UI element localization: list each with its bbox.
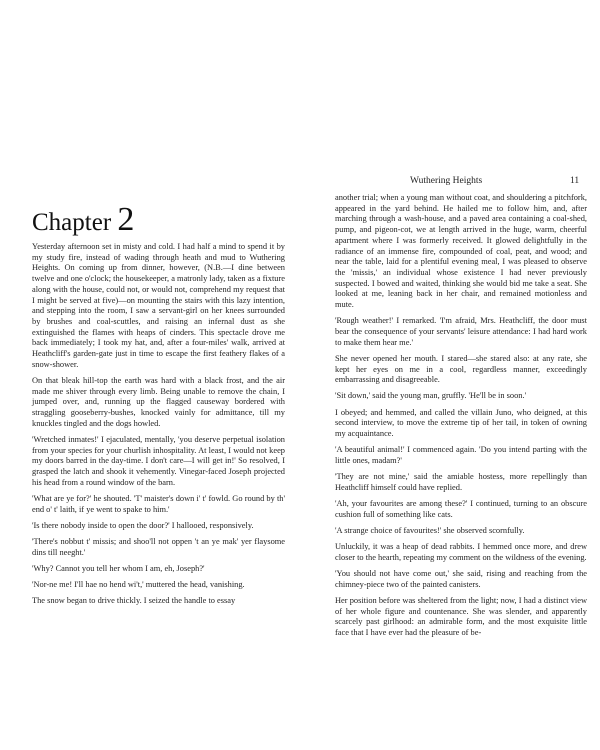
- paragraph: 'Ah, your favourites are among these?' I continued, turning to an obscure cushion full of something like cats.: [335, 499, 587, 519]
- paragraph: 'A strange choice of favourites!' she observed scornfully.: [335, 525, 525, 535]
- page-number: 11: [570, 176, 580, 186]
- paragraph: Her position before was sheltered from the light; now, I had a distinct view of her whole figure and countenance. She was slender, and apparently scarcely past girlhood: an admirable form, and the most exquisite little face that I have ever had the pleasure of be-: [335, 596, 587, 638]
- paragraph: She never opened her mouth. I stared—she stared also: at any rate, she kept her eyes on me in a cool, regardless manner, exceedingly embarrassing and disagreeable.: [335, 353, 587, 385]
- paragraph: 'What are ye for?' he shouted. 'T' maister's down i' t' fowld. Go round by th' end o' t' laith, if ye went to spake to him.': [32, 493, 285, 514]
- chapter-word: Chapter: [32, 209, 112, 236]
- paragraph: 'A beautiful animal!' I commenced again. 'Do you intend parting with the little ones, madam?': [335, 445, 587, 465]
- paragraph: 'Is there nobody inside to open the door?' I hallooed, responsively.: [32, 520, 254, 530]
- paragraph: 'Nor-ne me! I'll hae no hend wi't,' muttered the head, vanishing.: [32, 580, 245, 590]
- paragraph: 'Rough weather!' I remarked. 'I'm afraid, Mrs. Heathcliff, the door must bear the consequence of your servants' leisure attendance: I had hard work to make them hear me.': [335, 316, 587, 347]
- paragraph: The snow began to drive thickly. I seized the handle to essay: [32, 596, 236, 606]
- paragraph: Unluckily, it was a heap of dead rabbits. I hemmed once more, and drew closer to the hearth, repeating my comment on the wildness of the evening.: [335, 542, 587, 562]
- paragraph: I obeyed; and hemmed, and called the villain Juno, who deigned, at this second interview, to move the extreme tip of her tail, in token of owning my acquaintance.: [335, 407, 587, 439]
- right-page: [300, 0, 600, 750]
- paragraph: 'Wretched inmates!' I ejaculated, mentally, 'you deserve perpetual isolation from your species for your churlish inhospitality. At least, I would not keep my doors barred in the day-time. I don't care—I will get in!' So resolved, I grasped the latch and shook it vehemently. Vinegar-faced Joseph projected his head from a round window of the barn.: [32, 434, 285, 487]
- chapter-number: 2: [117, 201, 135, 238]
- paragraph: 'Why? Cannot you tell her whom I am, eh, Joseph?': [32, 563, 205, 573]
- paragraph: another trial; when a young man without coat, and shouldering a pitchfork, appeared in the yard behind. He hailed me to follow him, and, after marching through a wash-house, and a paved area containing a coal-shed, pump, and pigeon-cot, we at length arrived in the huge, warm, cheerful apartment where I was formerly received. It glowed delightfully in the radiance of an immense fire, compounded of coal, peat, and wood; and near the table, laid for a plentiful evening meal, I was pleased to observe the 'missis,' an individual whose existence I had never previously suspected. I bowed and waited, thinking she would bid me take a seat. She looked at me, leaning back in her chair, and remained motionless and mute.: [335, 193, 587, 310]
- paragraph: On that bleak hill-top the earth was hard with a black frost, and the air made me shiver through every limb. Being unable to remove the chain, I jumped over, and, running up the flagged causeway bordered with straggling gooseberry-bushes, knocked vainly for admittance, till my knuckles tingled and the dogs howled.: [32, 375, 285, 428]
- running-title: Wuthering Heights: [410, 176, 483, 186]
- left-body-text: [32, 242, 285, 613]
- right-body-text: [335, 193, 587, 644]
- paragraph: 'Sit down,' said the young man, gruffly. 'He'll be in soon.': [335, 391, 527, 401]
- paragraph: 'There's nobbut t' missis; and shoo'll not oppen 't an ye mak' yer flaysome dins till neeght.': [32, 537, 285, 557]
- paragraph: 'They are not mine,' said the amiable hostess, more repellingly than Heathcliff himself could have replied.: [335, 472, 587, 492]
- chapter-heading: [32, 201, 135, 238]
- paragraph: 'You should not have come out,' she said, rising and reaching from the chimney-piece two of the painted canisters.: [335, 569, 587, 589]
- paragraph: Yesterday afternoon set in misty and cold. I had half a mind to spend it by my study fire, instead of wading through heath and mud to Wuthering Heights. On coming up from dinner, however, (N.B.—I dine between twelve and one o'clock; the housekeeper, a matronly lady, taken as a fixture along with the house, could not, or would not, comprehend my request that I might be served at five)—on mounting the stairs with this lazy intention, and stepping into the room, I saw a servant-girl on her knees surrounded by brushes and coal-scuttles, and raising an infernal dust as she extinguished the flames with heaps of cinders. This spectacle drove me back immediately; I took my hat, and, after a four-miles' walk, arrived at Heathcliff's garden-gate just in time to escape the first feathery flakes of a snow-shower.: [32, 242, 285, 369]
